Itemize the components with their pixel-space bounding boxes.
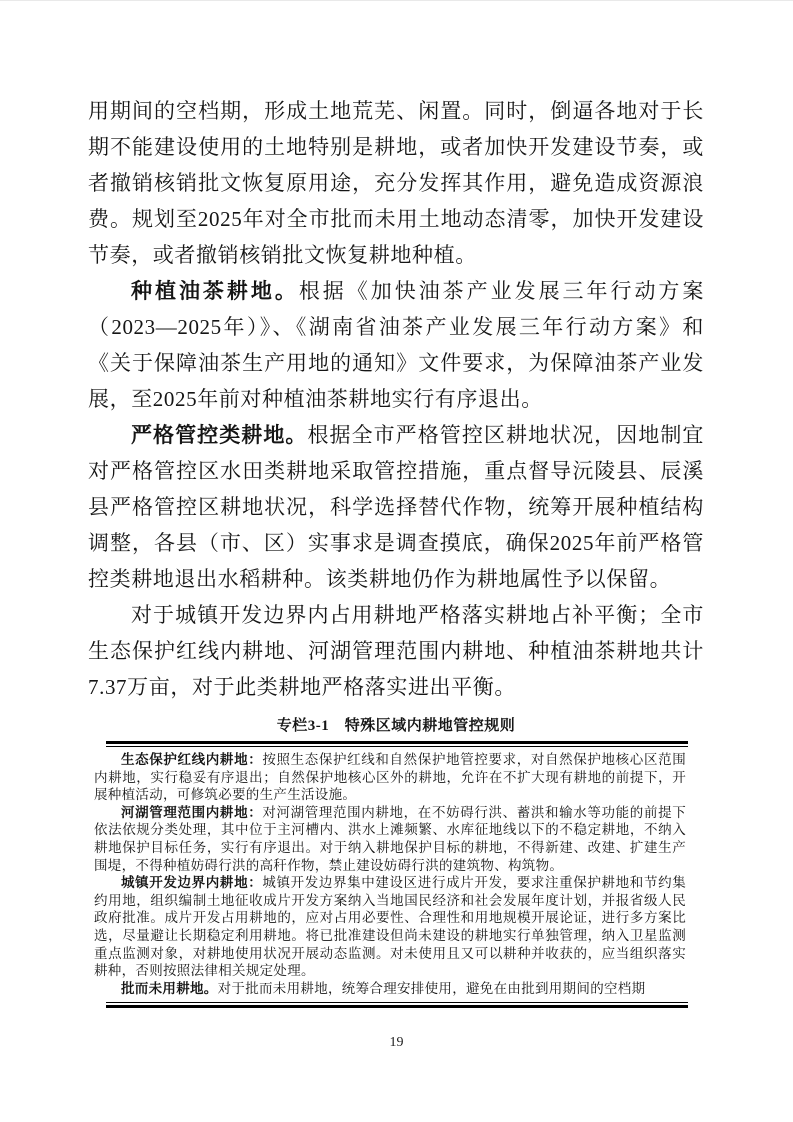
- paragraph-text: 城镇开发边界集中建设区进行成片开发，要求注重保护耕地和节约集约用地，组织编制土地征收成片开发方案纳入当地国民经济和社会发展年度计划，并报省级人民政府批准。成片开发占用耕地的，应对占用必要性、合理性和用地规模开展论证，进行多方案比选，尽量避让长期稳定利用耕地。将已批准建设但尚未建设的耕地实行单独管理，纳入卫星监测重点监测对象，对耕地使用状况开展动态监测。对未使用且又可以耕种并收获的，应当组织落实耕种，否则按照法律相关规定处理。: [94, 875, 687, 979]
- paragraph-lead: 生态保护红线内耕地：: [121, 752, 263, 767]
- panel-title: 专栏3-1 特殊区域内耕地管控规则: [276, 718, 516, 734]
- panel-body: [88, 747, 688, 1002]
- paragraph-text: 根据《加快油茶产业发展三年行动方案（2023—2025年）》、《湖南省油茶产业发展三年行动方案》和《关于保障油茶生产用地的通知》文件要求，为保障油茶产业发展，至2025年前对种植油茶耕地实行有序退出。: [88, 279, 705, 411]
- page-content: [88, 93, 704, 1008]
- paragraph-lead: 种植油茶耕地。: [131, 279, 299, 303]
- paragraph-lead: 河湖管理范围内耕地：: [121, 804, 263, 820]
- paragraph-text: 对于批而未用耕地，统筹合理安排使用，避免在由批到用期间的空档期: [217, 980, 646, 996]
- thick-rule: [106, 741, 688, 744]
- body-paragraph-camellia: [88, 273, 704, 417]
- panel-paragraph-river-lake: [94, 804, 686, 874]
- paragraph-text: 对河湖管理范围内耕地，在不妨碍行洪、蓄洪和输水等功能的前提下依法依规分类处理，其中位于主河槽内、洪水上滩频繁、水库征地线以下的不稳定耕地，不纳入耕地保护目标任务，实行有序退出。对于纳入耕地保护目标的耕地，不得新建、改建、扩建生产围堤，不得种植妨碍行洪的高秆作物，禁止建设妨碍行洪的建筑物、构筑物。: [94, 804, 687, 873]
- paragraph-text: 用期间的空档期，形成土地荒芜、闲置。同时，倒逼各地对于长期不能建设使用的土地特别是耕地，或者加快开发建设节奏，或者撤销核销批文恢复原用途，充分发挥其作用，避免造成资源浪费。规划至2025年对全市批而未用土地动态清零，加快开发建设节奏，或者撤销核销批文恢复耕地种植。: [88, 99, 704, 267]
- page-number: 19: [389, 1035, 404, 1050]
- panel-paragraph-approved-unused: [94, 980, 686, 998]
- paragraph-text: 对于城镇开发边界内占用耕地严格落实耕地占补平衡；全市生态保护红线内耕地、河湖管理范围内耕地、种植油茶耕地共计7.37万亩，对于此类耕地严格落实进出平衡。: [88, 603, 704, 699]
- panel-bottom-border: [88, 1002, 688, 1008]
- body-paragraph-strict-control: [88, 417, 704, 597]
- body-paragraph-continuation: [88, 93, 704, 273]
- body-paragraph-balance: [88, 597, 704, 705]
- paragraph-text: 根据全市严格管控区耕地状况，因地制宜对严格管控区水田类耕地采取管控措施，重点督导沅陵县、辰溪县严格管控区耕地状况，科学选择替代作物，统筹开展种植结构调整，各县（市、区）实事求是调查摸底，确保2025年前严格管控类耕地退出水稻耕种。该类耕地仍作为耕地属性予以保留。: [88, 423, 704, 591]
- paragraph-lead: 城镇开发边界内耕地：: [121, 875, 263, 891]
- panel-paragraph-urban-boundary: [94, 874, 686, 980]
- panel-paragraph-ecological-redline: [94, 751, 686, 804]
- thick-rule: [106, 1005, 688, 1008]
- paragraph-lead: 批而未用耕地。: [121, 980, 218, 996]
- paragraph-text: 按照生态保护红线和自然保护地管控要求，对自然保护地核心区范围内耕地，实行稳妥有序退出；自然保护地核心区外的耕地，允许在不扩大现有耕地的前提下，开展种植活动，可修筑必要的生产生活设施。: [94, 752, 687, 803]
- thin-rule: [106, 1002, 688, 1003]
- special-zone-panel: [88, 741, 688, 1008]
- paragraph-lead: 严格管控类耕地。: [131, 423, 308, 447]
